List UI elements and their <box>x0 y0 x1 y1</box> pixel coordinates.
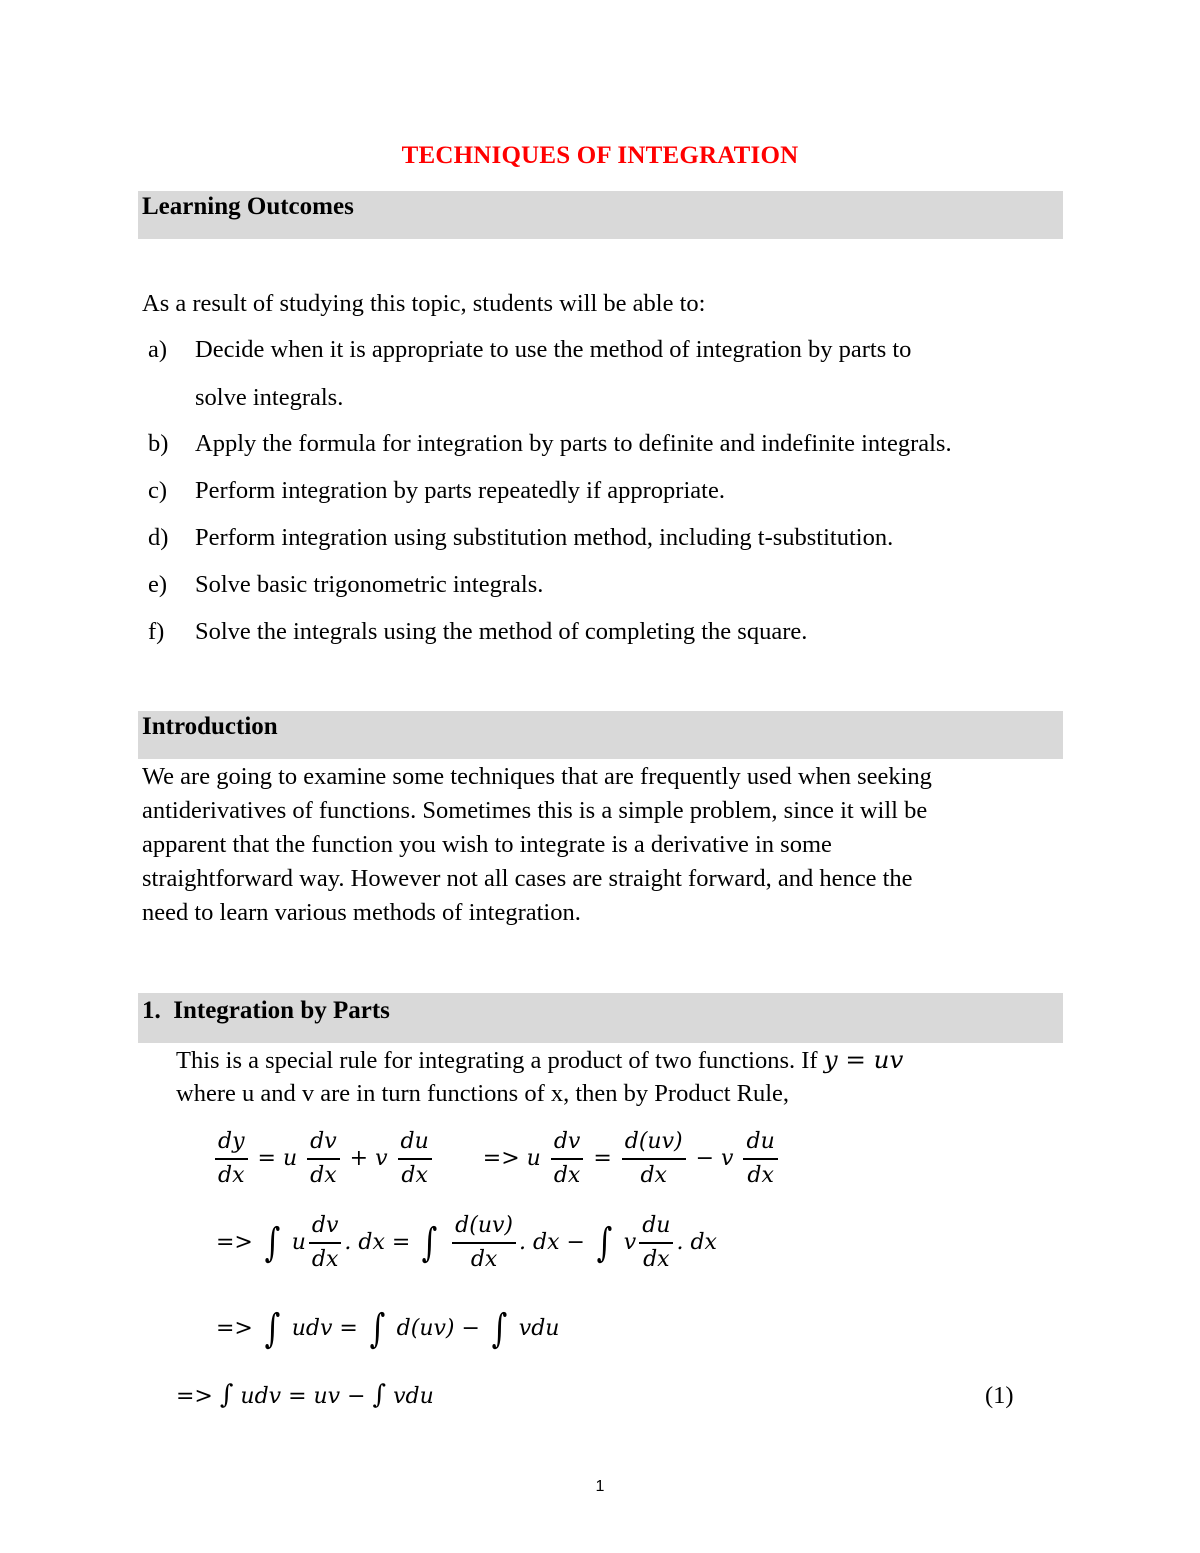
fraction: $\frac{dy}{dx}$ <box>215 1128 248 1190</box>
paragraph-line: need to learn various methods of integration. <box>142 899 581 926</box>
paragraph-line: antiderivatives of functions. Sometimes this is a simple problem, since it will be <box>142 797 928 824</box>
paragraph-line: straightforward way. However not all cases are straight forward, and hence the <box>142 865 913 892</box>
equation-number: (1) <box>985 1382 1014 1409</box>
outcome-text: Decide when it is appropriate to use the method of integration by parts to <box>195 336 912 363</box>
outcome-text: Solve basic trigonometric integrals. <box>195 571 544 598</box>
learning-outcomes-heading: Learning Outcomes <box>142 193 354 220</box>
document-title: TECHNIQUES OF INTEGRATION <box>401 142 799 169</box>
paragraph-line: apparent that the function you wish to integrate is a derivative in some <box>142 831 832 858</box>
outcome-label: c) <box>148 477 168 504</box>
equation-integrated: => ∫ u $\frac{dv}{dx}$ . dx = ∫ $\frac{d(uv)}{dx}$ . dx − ∫ v $\frac{du}{dx}$ . dx <box>216 1213 717 1272</box>
outcome-label: a) <box>148 336 168 363</box>
section-title: Integration by Parts <box>173 997 390 1024</box>
fraction: $\frac{d(uv)}{dx}$ <box>452 1212 516 1274</box>
equation-product-rule: $\frac{dy}{dx}$ = u $\frac{dv}{dx}$ + v $\frac{du}{dx}$ => u $\frac{dv}{dx}$ = $\frac{d(uv)}{dx}$ − v $\frac{du}{dx}$ <box>212 1128 781 1190</box>
integral-sign: ∫ <box>596 1220 613 1266</box>
integral-sign: ∫ <box>264 1306 281 1352</box>
outcome-text: Perform integration using substitution method, including t-substitution. <box>195 524 894 551</box>
fraction: $\frac{dv}{dx}$ <box>309 1212 342 1274</box>
fraction: $\frac{d(uv)}{dx}$ <box>622 1128 686 1190</box>
page-number: 1 <box>595 1478 605 1495</box>
ibp-line-1-text: This is a special rule for integrating a product of two functions. If <box>176 1047 818 1074</box>
introduction-paragraph <box>142 760 932 930</box>
integral-sign: ∫ <box>421 1220 438 1266</box>
outcome-text: Perform integration by parts repeatedly if appropriate. <box>195 477 725 504</box>
fraction: $\frac{du}{dx}$ <box>639 1212 673 1274</box>
ibp-line-1 <box>176 1045 903 1075</box>
outcome-label: b) <box>148 430 169 457</box>
integration-by-parts-heading <box>142 997 390 1025</box>
introduction-heading: Introduction <box>142 713 278 740</box>
fraction: $\frac{du}{dx}$ <box>398 1128 432 1190</box>
fraction: $\frac{du}{dx}$ <box>743 1128 777 1190</box>
equation-integration-by-parts-formula: => ∫ udv = uv − ∫ vdu <box>176 1380 434 1410</box>
equation-simplified: => ∫ udv = ∫ d(uv) − ∫ vdu <box>216 1306 560 1352</box>
integral-sign: ∫ <box>264 1220 281 1266</box>
outcome-label: e) <box>148 571 168 598</box>
outcome-label: d) <box>148 524 169 551</box>
section-number: 1. <box>142 997 161 1024</box>
ibp-line-1-math: y = uv <box>823 1045 904 1074</box>
ibp-line-2: where u and v are in turn functions of x, then by Product Rule, <box>176 1080 790 1107</box>
outcome-text: Apply the formula for integration by parts to definite and indefinite integrals. <box>195 430 952 457</box>
integral-sign: ∫ <box>369 1306 386 1352</box>
fraction: $\frac{dv}{dx}$ <box>551 1128 584 1190</box>
paragraph-line: We are going to examine some techniques that are frequently used when seeking <box>142 763 932 790</box>
outcome-text: solve integrals. <box>195 384 344 411</box>
learning-outcomes-intro: As a result of studying this topic, students will be able to: <box>142 290 706 317</box>
outcome-text: Solve the integrals using the method of completing the square. <box>195 618 808 645</box>
fraction: $\frac{dv}{dx}$ <box>307 1128 340 1190</box>
integral-sign: ∫ <box>491 1306 508 1352</box>
outcome-label: f) <box>148 618 165 645</box>
